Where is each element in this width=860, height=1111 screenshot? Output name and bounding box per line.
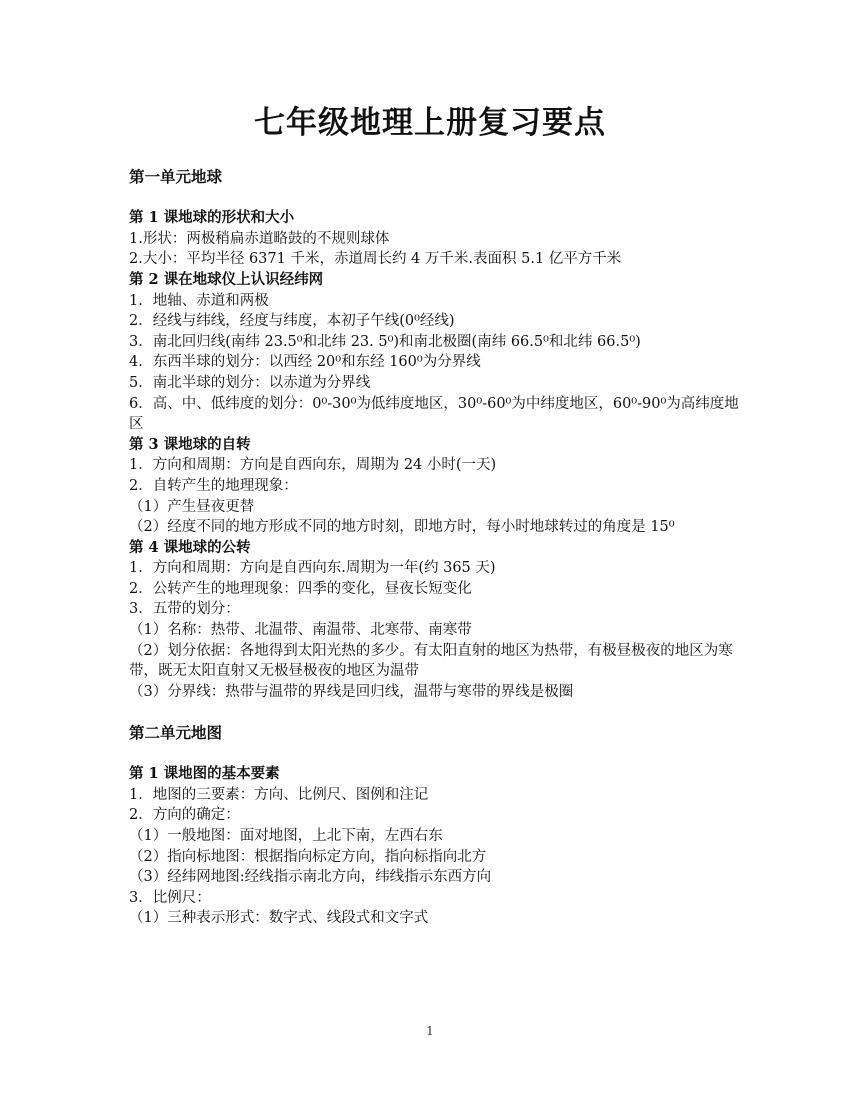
text-line: 2．自转产生的地理现象：: [129, 477, 298, 494]
text-line: （3）经纬网地图:经线指示南北方向，纬线指示东西方向: [129, 869, 492, 886]
text-line: 5．南北半球的划分：以赤道为分界线: [129, 374, 371, 391]
text-line: （1）一般地图：面对地图，上北下南，左西右东: [129, 828, 443, 844]
text-line: 1．地轴、赤道和两极: [129, 292, 269, 309]
unit-heading: 第二单元地图: [129, 724, 223, 743]
text-line: 1．方向和周期：方向是自西向东，周期为 24 小时(一天): [129, 457, 497, 474]
text-line: 3．南北回归线(南纬 23.5⁰和北纬 23. 5⁰)和南北极圈(南纬 66.5⁰和北纬 66.5⁰): [129, 333, 641, 350]
page-title: 七年级地理上册复习要点: [254, 105, 606, 141]
text-line: （1）名称：热带、北温带、南温带、北寒带、南寒带: [129, 622, 472, 639]
document-body: [129, 167, 749, 929]
text-line: 2．公转产生的地理现象：四季的变化，昼夜长短变化: [129, 580, 472, 597]
lesson-heading: 第 2 课在地球仪上认识经纬网: [129, 270, 324, 288]
text-line: 1.形状：两极稍扁赤道略鼓的不规则球体: [129, 230, 390, 247]
text-line: （1）产生昼夜更替: [129, 498, 255, 515]
text-line: （1）三种表示形式：数字式、线段式和文字式: [129, 910, 429, 927]
text-line: （2）经度不同的地方形成不同的地方时刻，即地方时，每小时地球转过的角度是 15⁰: [129, 519, 675, 536]
text-line: 3．比例尺：: [129, 889, 211, 906]
lesson-heading: 第 1 课地球的形状和大小: [129, 209, 295, 227]
lesson-heading: 第 4 课地球的公转: [129, 538, 251, 556]
text-line: 2．方向的确定：: [129, 807, 240, 824]
text-line: （2）划分依据：各地得到太阳光热的多少。有太阳直射的地区为热带，有极昼极夜的地区为寒带，既无太阳直射又无极昼极夜的地区为温带: [129, 642, 733, 680]
page-number: 1: [426, 1024, 434, 1038]
text-line: 4．东西半球的划分：以西经 20⁰和东经 160⁰为分界线: [129, 354, 481, 371]
text-line: （2）指向标地图：根据指向标定方向，指向标指向北方: [129, 848, 487, 865]
text-line: 3．五带的划分：: [129, 601, 240, 618]
unit-heading: 第一单元地球: [129, 168, 223, 186]
text-line: 1．方向和周期：方向是自西向东.周期为一年(约 365 天): [129, 560, 496, 577]
lesson-heading: 第 3 课地球的自转: [129, 435, 251, 453]
text-line: 2．经线与纬线，经度与纬度，本初子午线(0⁰经线): [129, 313, 455, 330]
text-line: 6．高、中、低纬度的划分：0⁰-30⁰为低纬度地区，30⁰-60⁰为中纬度地区，60⁰-90⁰为高纬度地区: [129, 395, 739, 433]
text-line: 1．地图的三要素：方向、比例尺、图例和注记: [129, 786, 429, 803]
text-line: （3）分界线：热带与温带的界线是回归线，温带与寒带的界线是极圈: [129, 683, 574, 700]
lesson-heading: 第 1 课地图的基本要素: [129, 765, 280, 783]
text-line: 2.大小：平均半径 6371 千米，赤道周长约 4 万千米.表面积 5.1 亿平方千米: [129, 251, 622, 268]
